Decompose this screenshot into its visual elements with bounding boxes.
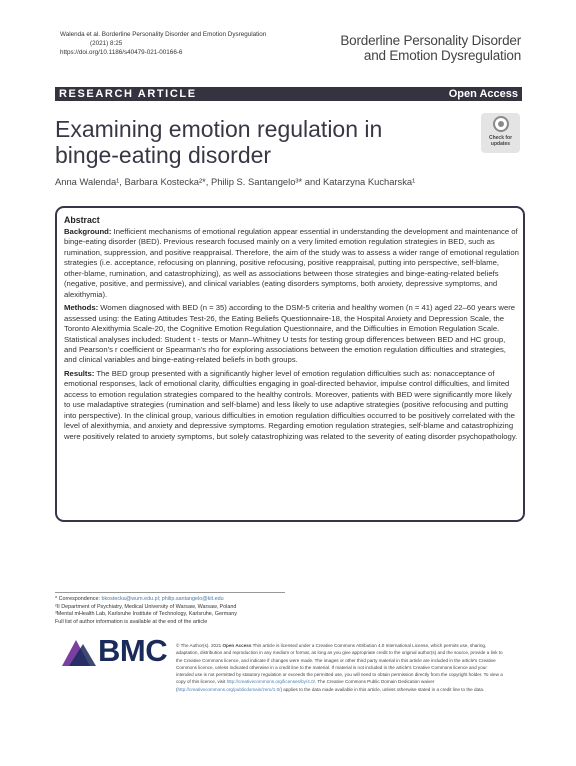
affiliation-2: ²II Department of Psychiatry, Medical University of Warsaw, Warsaw, Poland xyxy=(55,603,237,610)
license-body-2: . The Creative Commons Public Domain Dedication waiver ( xyxy=(176,679,435,692)
article-type-label: RESEARCH ARTICLE xyxy=(59,88,197,100)
check-updates-label: Check for updates xyxy=(488,135,513,147)
license-copyright: © The Author(s). 2021 xyxy=(176,643,223,648)
license-body: This article is licensed under a Creative Commons Attribution 4.0 International License, which permits use, sharing, adaptation, distribution and reproduction in any medium or format, as long as you give appropriate credit to the original author(s) and the source, provide a link to the Creative Commons licence, and indicate if changes were made. The images or other third party material in this article are included in the article's Creative Commons licence, unless indicated otherwise in a credit line to the material. If material is not included in the article's Creative Commons licence and your intended use is not permitted by statutory regulation or exceeds the permitted use, you will need to obtain permission directly from the copyright holder. To view a copy of this licence, visit xyxy=(176,643,503,685)
license-open-access: Open Access xyxy=(222,643,252,648)
author-list: Anna Walenda¹, Barbara Kostecka²*, Philip S. Santangelo³* and Katarzyna Kucharska¹ xyxy=(55,176,416,187)
license-link-cc-by[interactable]: http://creativecommons.org/licenses/by/4.0/ xyxy=(226,679,315,685)
article-title: Examining emotion regulation in binge-eating disorder xyxy=(55,116,383,168)
citation-volume: (2021) 8:25 xyxy=(90,40,123,47)
journal-title-line1: Borderline Personality Disorder xyxy=(340,33,521,48)
open-access-label: Open Access xyxy=(448,88,518,100)
correspondence xyxy=(55,596,285,604)
abstract-background xyxy=(64,227,519,300)
footnote-rule xyxy=(55,592,285,593)
footnotes xyxy=(55,596,285,626)
methods-text: Women diagnosed with BED (n = 35) according to the DSM-5 criteria and healthy women (n = 41) aged 22–60 years were assessed using: the Eating Attitudes Test-26, the Eating Beliefs Questionnaire-18, the Hospital Anxiety and Depression Scale, the Toronto Alexithymia Scale-20, the Cognitive Emotion Regulation Questionnaire, and the Difficulties in Emotion Regulation Scale. Statistical analyses included: Student t - tests or Mann–Whitney U tests for testing group differences between BED and HC group, and Pearson's r coefficient or Spearman's rho for exploring associations between the emotion regulation difficulties and strategies, and clinical variables and binge-eating-related beliefs in both groups. xyxy=(64,303,516,365)
background-text: Inefficient mechanisms of emotional regulation appear essential in understanding the development and maintenance of binge-eating disorder (BED). Previous research focused mainly on a very limited emotion regulation strategies in BED, such as rumination, suppression, and positive reappraisal. Therefore, the aim of the study was to assess a wider range of emotional regulation strategies (i.e. acceptance, refocusing on planning, positive refocusing, positive reappraisal, putting into perspective, self-blame, other-blame, rumination, and catastrophizing), as well as associations between those strategies and binge-eating-related beliefs (negative, positive, and permissive), and clinical variables (eating disorders symptoms, both anxiety, depressive symptoms, and alexithymia). xyxy=(64,227,519,299)
correspondence-emails[interactable]: bkostecka@wum.edu.pl; philip.santangelo@kit.edu xyxy=(101,596,224,602)
methods-label: Methods: xyxy=(64,303,99,313)
citation-doi[interactable]: https://doi.org/10.1186/s40479-021-00166-6 xyxy=(60,49,183,56)
abstract-methods xyxy=(64,303,519,366)
license-link-cc-zero[interactable]: http://creativecommons.org/publicdomain/zero/1.0/ xyxy=(177,686,281,692)
abstract-box xyxy=(55,206,525,522)
license-body-3: ) applies to the data made available in this article, unless otherwise stated in a credit line to the data. xyxy=(280,686,485,692)
journal-title-line2: and Emotion Dysregulation xyxy=(363,47,521,63)
article-type-banner xyxy=(55,87,522,101)
citation-journal: Walenda et al. Borderline Personality Disorder and Emotion Dysregulation xyxy=(60,31,267,38)
abstract-heading: Abstract xyxy=(64,215,100,225)
results-text: The BED group presented with a significantly higher level of emotion regulation difficulties such as: nonacceptance of emotional responses, lack of emotional clarity, difficulties engaging in goal-directed behavior, impulse control difficulties, and limited access to emotion regulation strategies compared to the healthy controls. Moreover, patients with BED were significantly more likely to use maladaptive strategies (rumination and self-blame) and less likely to use adaptive strategies (positive refocusing and putting into perspective). In the clinical group, various difficulties in emotion regulation difficulties occurred to be positively correlated with the level of alexithymia, and anxiety and depressive symptoms. Regarding emotion regulation strategies, self-blame and catastrophizing were positively related to anxiety symptoms, but solely catastrophizing was related to the severity of eating disorder psychopathology. xyxy=(64,368,518,441)
citation xyxy=(60,30,320,57)
more-author-info: Full list of author information is available at the end of the article xyxy=(55,618,208,625)
license-statement xyxy=(176,642,504,693)
check-updates-icon xyxy=(493,116,509,132)
results-label: Results: xyxy=(64,368,95,378)
background-label: Background: xyxy=(64,227,112,236)
bmc-logo-text: BMC xyxy=(98,633,168,668)
abstract-results xyxy=(64,369,519,442)
correspondence-label: * Correspondence: xyxy=(55,596,102,602)
journal-title xyxy=(340,34,521,63)
affiliation-3: ³Mental mHealth Lab, Karlsruhe Institute of Technology, Karlsruhe, Germany xyxy=(55,611,237,617)
check-for-updates-badge[interactable] xyxy=(481,113,520,153)
